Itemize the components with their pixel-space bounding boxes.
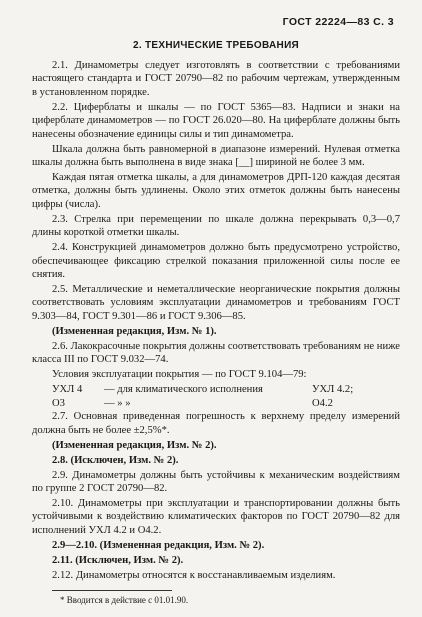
- amendment-note-1: (Измененная редакция, Изм. № 1).: [52, 325, 217, 337]
- document-body: [32, 40, 400, 605]
- paragraph-2-8: 2.8. (Исключен, Изм. № 2).: [52, 454, 179, 466]
- climate-version: О4.2: [312, 397, 333, 409]
- climate-code: УХЛ 4: [52, 384, 83, 396]
- paragraph-2-11: 2.11. (Исключен, Изм. № 2).: [52, 554, 184, 566]
- paragraph-2-2: 2.2. Циферблаты и шкалы — по ГОСТ 5365—83. Надписи и знаки на циферблате динамометров — по ГОСТ 26.020—80. На циферблате должны быть нанесены обозначение единицы силы и тип динамометра.: [32, 101, 400, 140]
- amendment-note-3: 2.9—2.10. (Измененная редакция, Изм. № 2).: [52, 539, 265, 551]
- paragraph-2-5: 2.5. Металлические и неметаллические неорганические покрытия должны соответствовать условиям эксплуатации динамометров и требованиям ГОСТ 9.303—84, ГОСТ 9.301—86 и ГОСТ 9.306—85.: [32, 284, 400, 322]
- paragraph-2-6: 2.6. Лакокрасочные покрытия должны соответствовать требованиям не ниже класса III по ГОСТ 9.032—74.: [32, 340, 400, 366]
- climate-code: О3: [52, 397, 65, 409]
- section-title: 2. ТЕХНИЧЕСКИЕ ТРЕБОВАНИЯ: [132, 40, 300, 51]
- footnote: * Вводится в действие с 01.01.90.: [60, 595, 189, 606]
- paragraph-2-3: 2.3. Стрелка при перемещении по шкале должна перекрывать 0,3—0,7 длины короткой отметки шкалы.: [32, 213, 400, 239]
- paragraph-2-7: 2.7. Основная приведенная погрешность к верхнему пределу измерений должна быть не более ±2,5%*.: [32, 411, 400, 436]
- paragraph-scale-marks: Каждая пятая отметка шкалы, а для динамометров ДРП-120 каждая десятая отметка, должны быть удлинены. Около этих отметок должны быть нанесены цифры (числа).: [32, 172, 400, 210]
- paragraph-2-1: 2.1. Динамометры следует изготовлять в соответствии с требованиями настоящего стандарта и ГОСТ 20790—82 по рабочим чертежам, утвержденным в установленном порядке.: [32, 60, 400, 98]
- paragraph-conditions: Условия эксплуатации покрытия — по ГОСТ 9.104—79:: [52, 369, 307, 381]
- paragraph-scale-zero: Шкала должна быть равномерной в диапазоне измерений. Нулевая отметка шкалы должна быть выполнена в виде знака [__] шириной не более 3 мм.: [32, 143, 400, 169]
- page-header: ГОСТ 22224—83 С. 3: [282, 16, 394, 28]
- climate-desc: — » »: [104, 397, 131, 409]
- paragraph-2-9: 2.9. Динамометры должны быть устойчивы к механическим воздействиям по группе 2 ГОСТ 20790—82.: [32, 469, 400, 494]
- paragraph-2-10: 2.10. Динамометры при эксплуатации и транспортировании должны быть устойчивыми к воздействию климатических факторов по ГОСТ 20790—82 для исполнений УХЛ 4.2 и О4.2.: [32, 497, 400, 536]
- climate-desc: — для климатического исполнения: [104, 384, 263, 396]
- amendment-note-2: (Измененная редакция, Изм. № 2).: [52, 439, 217, 451]
- climate-row: [32, 397, 400, 410]
- paragraph-2-4: 2.4. Конструкцией динамометров должно быть предусмотрено устройство, обеспечивающее фиксацию стрелкой показания приложенной силы после ее снятия.: [32, 242, 400, 281]
- footnote-rule: [52, 590, 172, 591]
- paragraph-2-12: 2.12. Динамометры относятся к восстанавливаемым изделиям.: [52, 569, 336, 581]
- climate-version: УХЛ 4.2;: [312, 384, 354, 396]
- climate-row: [32, 383, 400, 396]
